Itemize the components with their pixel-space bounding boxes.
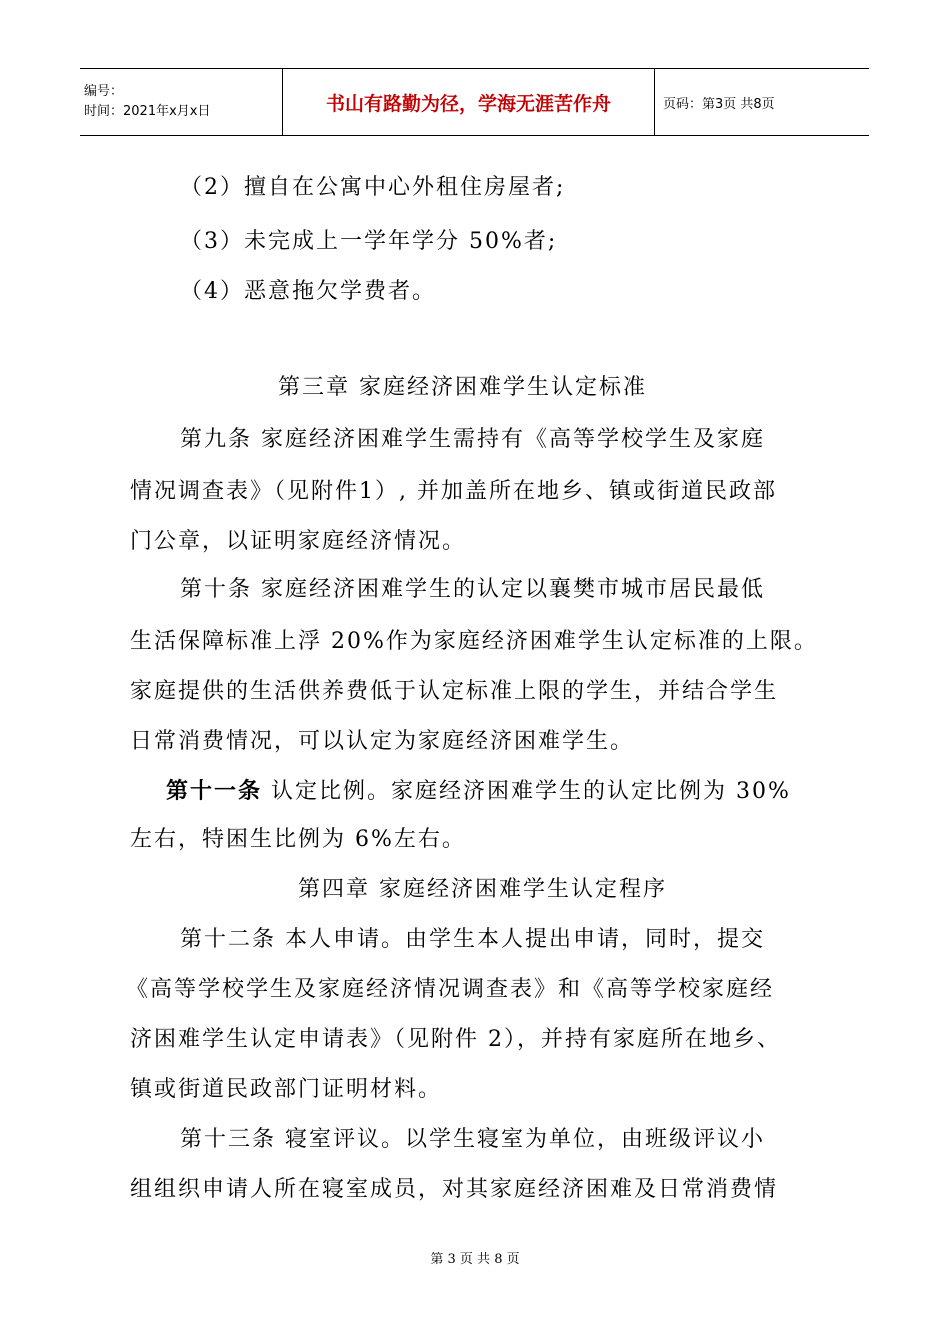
motto-text: 书山有路勤为径，学海无涯苦作舟 [325,92,611,115]
list-item-2: （2）擅自在公寓中心外租住房屋者; [180,175,566,200]
header-page-info [655,69,869,135]
header-meta [80,69,283,135]
article-12-line-2: 《高等学校学生及家庭经济情况调查表》和《高等学校家庭经 [126,977,775,1002]
article-11-line-1 [166,774,791,805]
article-11-line-2: 左右，特困生比例为 6%左右。 [130,827,466,852]
chapter-3-title: 第三章 家庭经济困难学生认定标准 [278,375,647,400]
article-9-line-1: 第九条 家庭经济困难学生需持有《高等学校学生及家庭 [180,427,765,452]
article-9-line-2: 情况调查表》（见附件1）, 并加盖所在地乡、镇或街道民政部 [130,479,777,504]
document-number-label: 编号： [84,84,124,99]
page-info-text: 页码：第3页 共8页 [663,96,775,112]
page-footer: 第 3 页 共 8 页 [430,1252,520,1267]
list-item-3: （3）未完成上一学年学分 50%者; [180,229,558,254]
list-item-4: （4）恶意拖欠学费者。 [180,279,436,304]
article-13-line-2: 组组织申请人所在寝室成员，对其家庭经济困难及日常消费情 [130,1177,779,1202]
article-12-line-4: 镇或街道民政部门证明材料。 [130,1077,443,1102]
article-11-text: 认定比例。家庭经济困难学生的认定比例为 30% [262,779,791,804]
page-header [80,68,869,136]
document-date: 时间：2021年x月x日 [84,104,211,119]
article-12-line-1: 第十二条 本人申请。由学生本人提出申请，同时，提交 [180,927,765,952]
article-12-line-3: 济困难学生认定申请表》（见附件 2），并持有家庭所在地乡、 [130,1027,781,1052]
article-13-line-1: 第十三条 寝室评议。以学生寝室为单位，由班级评议小 [180,1127,765,1152]
header-motto [283,69,655,135]
article-10-line-2: 生活保障标准上浮 20%作为家庭经济困难学生认定标准的上限。 [130,629,818,654]
article-11-heading: 第十一条 [166,779,263,804]
article-9-line-3: 门公章，以证明家庭经济情况。 [130,529,467,554]
article-10-line-3: 家庭提供的生活供养费低于认定标准上限的学生，并结合学生 [130,679,779,704]
chapter-4-title: 第四章 家庭经济困难学生认定程序 [298,877,667,902]
article-10-line-4: 日常消费情况，可以认定为家庭经济困难学生。 [130,729,635,754]
article-10-line-1: 第十条 家庭经济困难学生的认定以襄樊市城市居民最低 [180,577,765,602]
